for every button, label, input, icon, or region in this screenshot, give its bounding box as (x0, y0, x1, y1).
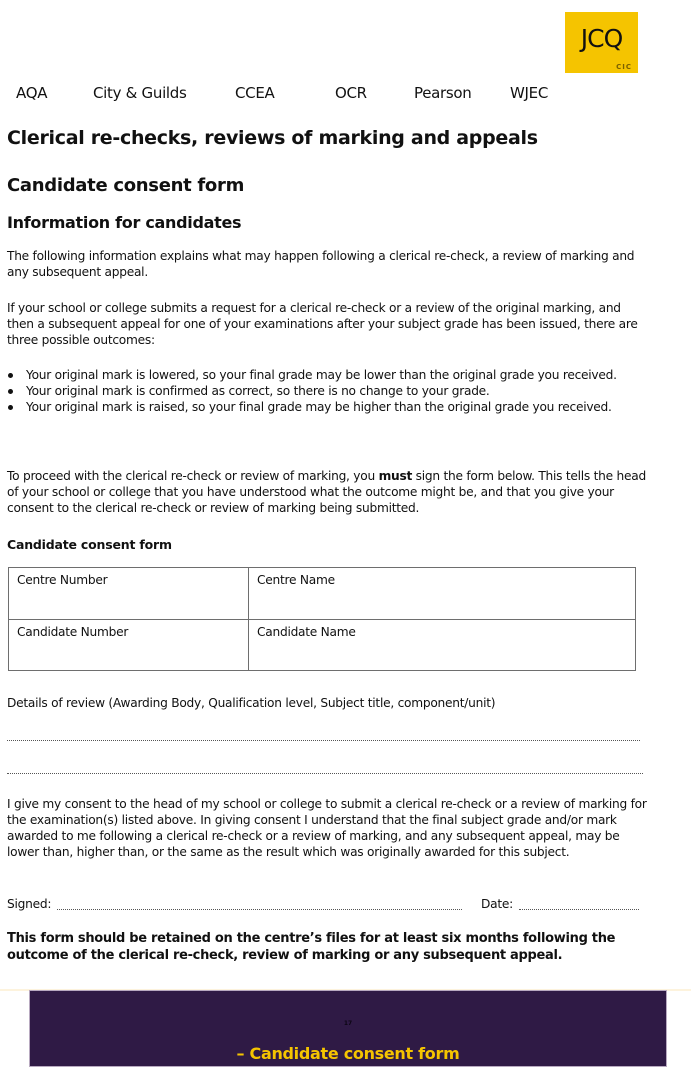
details-line-1[interactable] (7, 738, 640, 741)
candidate-name-field[interactable]: Candidate Name (249, 619, 636, 671)
logo-subtext: CIC (616, 63, 632, 71)
footer-band (29, 990, 667, 1067)
outcome-item: Your original mark is confirmed as correct, so there is no change to your grade. (7, 383, 647, 399)
candidate-details-table (8, 567, 636, 671)
centre-name-field[interactable]: Centre Name (249, 568, 636, 620)
signature-row (7, 897, 647, 915)
date-label: Date: (481, 897, 513, 911)
details-label: Details of review (Awarding Body, Qualification level, Subject title, component/unit) (7, 696, 496, 710)
page-title: Clerical re-checks, reviews of marking and appeals (7, 127, 538, 149)
outcomes-list (7, 367, 647, 415)
candidate-number-field[interactable]: Candidate Number (9, 619, 249, 671)
logo-text: JCQ (580, 24, 623, 53)
jcq-logo (565, 12, 638, 73)
awarding-body-wjec: WJEC (510, 84, 549, 102)
bullet-icon (8, 373, 13, 378)
bullet-icon (8, 389, 13, 394)
centre-number-field[interactable]: Centre Number (9, 568, 249, 620)
info-heading: Information for candidates (7, 213, 242, 232)
signature-line[interactable] (57, 909, 462, 910)
outcome-item: Your original mark is raised, so your final grade may be higher than the original grade you received. (7, 399, 647, 415)
outcomes-intro-paragraph: If your school or college submits a request for a clerical re-check or a review of the original marking, and then a subsequent appeal for one of your examinations after your subject grade has been issued, there are three possible outcomes: (7, 301, 638, 347)
awarding-body-ocr: OCR (335, 84, 367, 102)
signed-label: Signed: (7, 897, 52, 911)
intro-paragraph: The following information explains what may happen following a clerical re-check, a review of marking and any subsequent appeal. (7, 249, 635, 279)
proceed-paragraph: To proceed with the clerical re-check or review of marking, you must sign the form below. This tells the head of your school or college that you have understood what the outcome might be, and that you give your consent to the clerical re-check or review of marking being submitted. (7, 469, 646, 515)
footer-title: – Candidate consent form (236, 1044, 460, 1063)
awarding-body-ccea: CCEA (235, 84, 275, 102)
date-line[interactable] (519, 909, 639, 910)
consent-paragraph: I give my consent to the head of my school or college to submit a clerical re-check or a review of marking for the examination(s) listed above. In giving consent I understand that the final subject grade and/or mark awarded to me following a clerical re-check or a review of marking, and any subsequent appeal, may be lower than, higher than, or the same as the result which was originally awarded for this subject. (7, 797, 647, 859)
table-row (9, 568, 636, 620)
form-subheading: Candidate consent form (7, 537, 172, 552)
outcome-item: Your original mark is lowered, so your final grade may be lower than the original grade you received. (7, 367, 647, 383)
retention-notice: This form should be retained on the centre’s files for at least six months following the outcome of the clerical re-check, review of marking or any subsequent appeal. (7, 931, 616, 963)
details-line-2[interactable] (7, 771, 643, 774)
table-row (9, 619, 636, 671)
awarding-body-pearson: Pearson (414, 84, 472, 102)
awarding-body-aqa: AQA (16, 84, 48, 102)
must-emphasis: must (378, 469, 413, 483)
bullet-icon (8, 405, 13, 410)
page-number: 17 (343, 1020, 353, 1027)
awarding-body-city-guilds: City & Guilds (93, 84, 187, 102)
form-title: Candidate consent form (7, 175, 245, 196)
